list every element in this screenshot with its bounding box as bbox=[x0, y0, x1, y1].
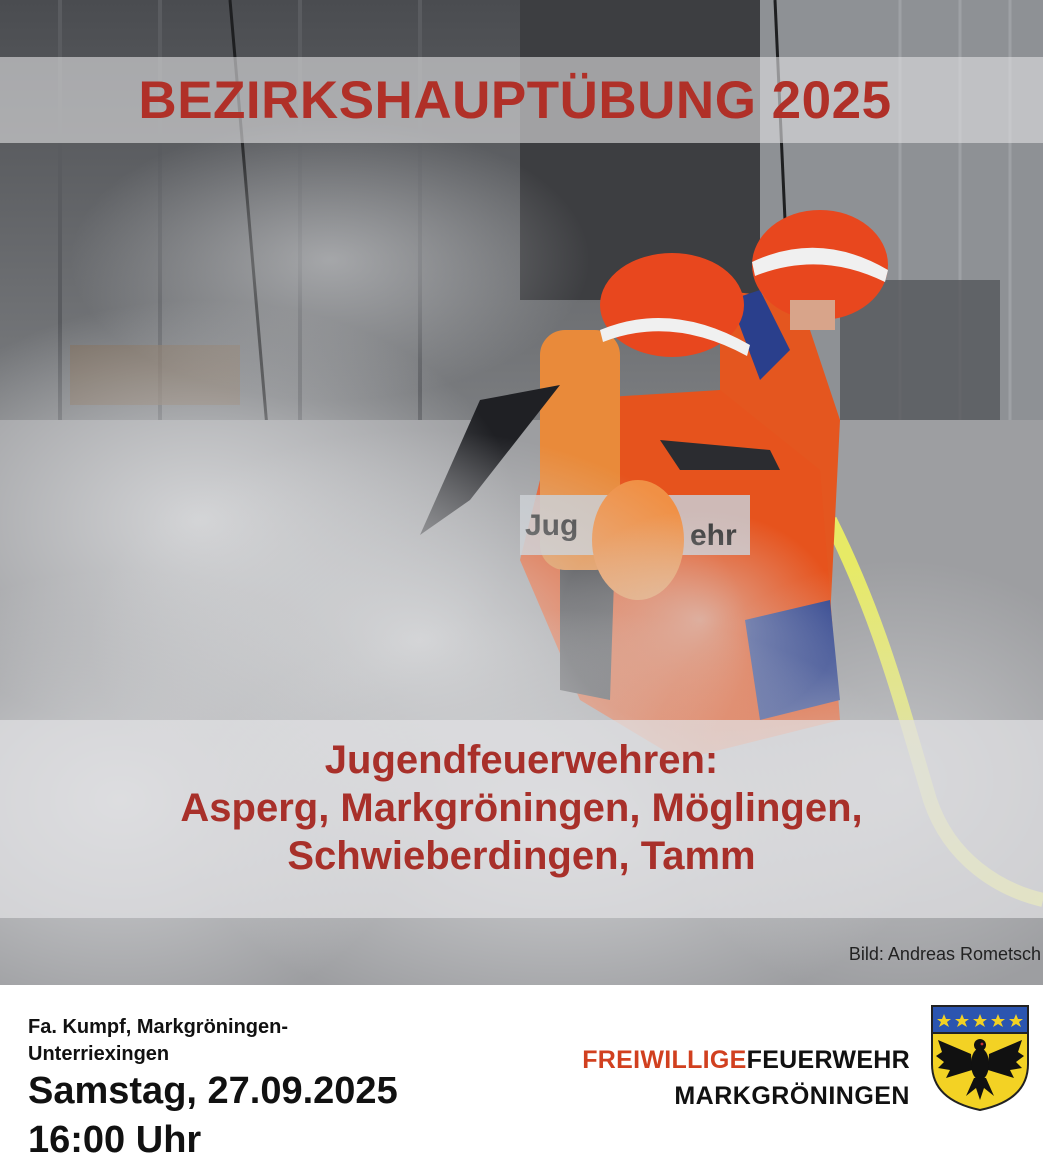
organization-name bbox=[582, 1046, 910, 1075]
participants-list-line-2: Schwieberdingen, Tamm bbox=[287, 834, 756, 878]
event-date: Samstag, 27.09.2025 bbox=[28, 1070, 398, 1112]
event-venue bbox=[28, 1014, 288, 1068]
event-time: 16:00 Uhr bbox=[28, 1119, 202, 1161]
organization-town: MARKGRÖNINGEN bbox=[674, 1082, 910, 1110]
participants-heading: Jugendfeuerwehren: bbox=[324, 738, 719, 782]
coat-of-arms-eagle-icon bbox=[930, 1004, 1030, 1112]
venue-line-2: Unterriexingen bbox=[28, 1043, 170, 1065]
participants-list-line-1: Asperg, Markgröningen, Möglingen, bbox=[180, 786, 863, 830]
venue-line-1: Fa. Kumpf, Markgröningen- bbox=[28, 1016, 288, 1038]
organization-name-part-2: FEUERWEHR bbox=[746, 1046, 910, 1074]
page-title: BEZIRKSHAUPTÜBUNG 2025 bbox=[138, 71, 892, 130]
organization-name-part-1: FREIWILLIGE bbox=[582, 1046, 747, 1074]
photo-credit: Bild: Andreas Rometsch bbox=[848, 944, 1041, 964]
